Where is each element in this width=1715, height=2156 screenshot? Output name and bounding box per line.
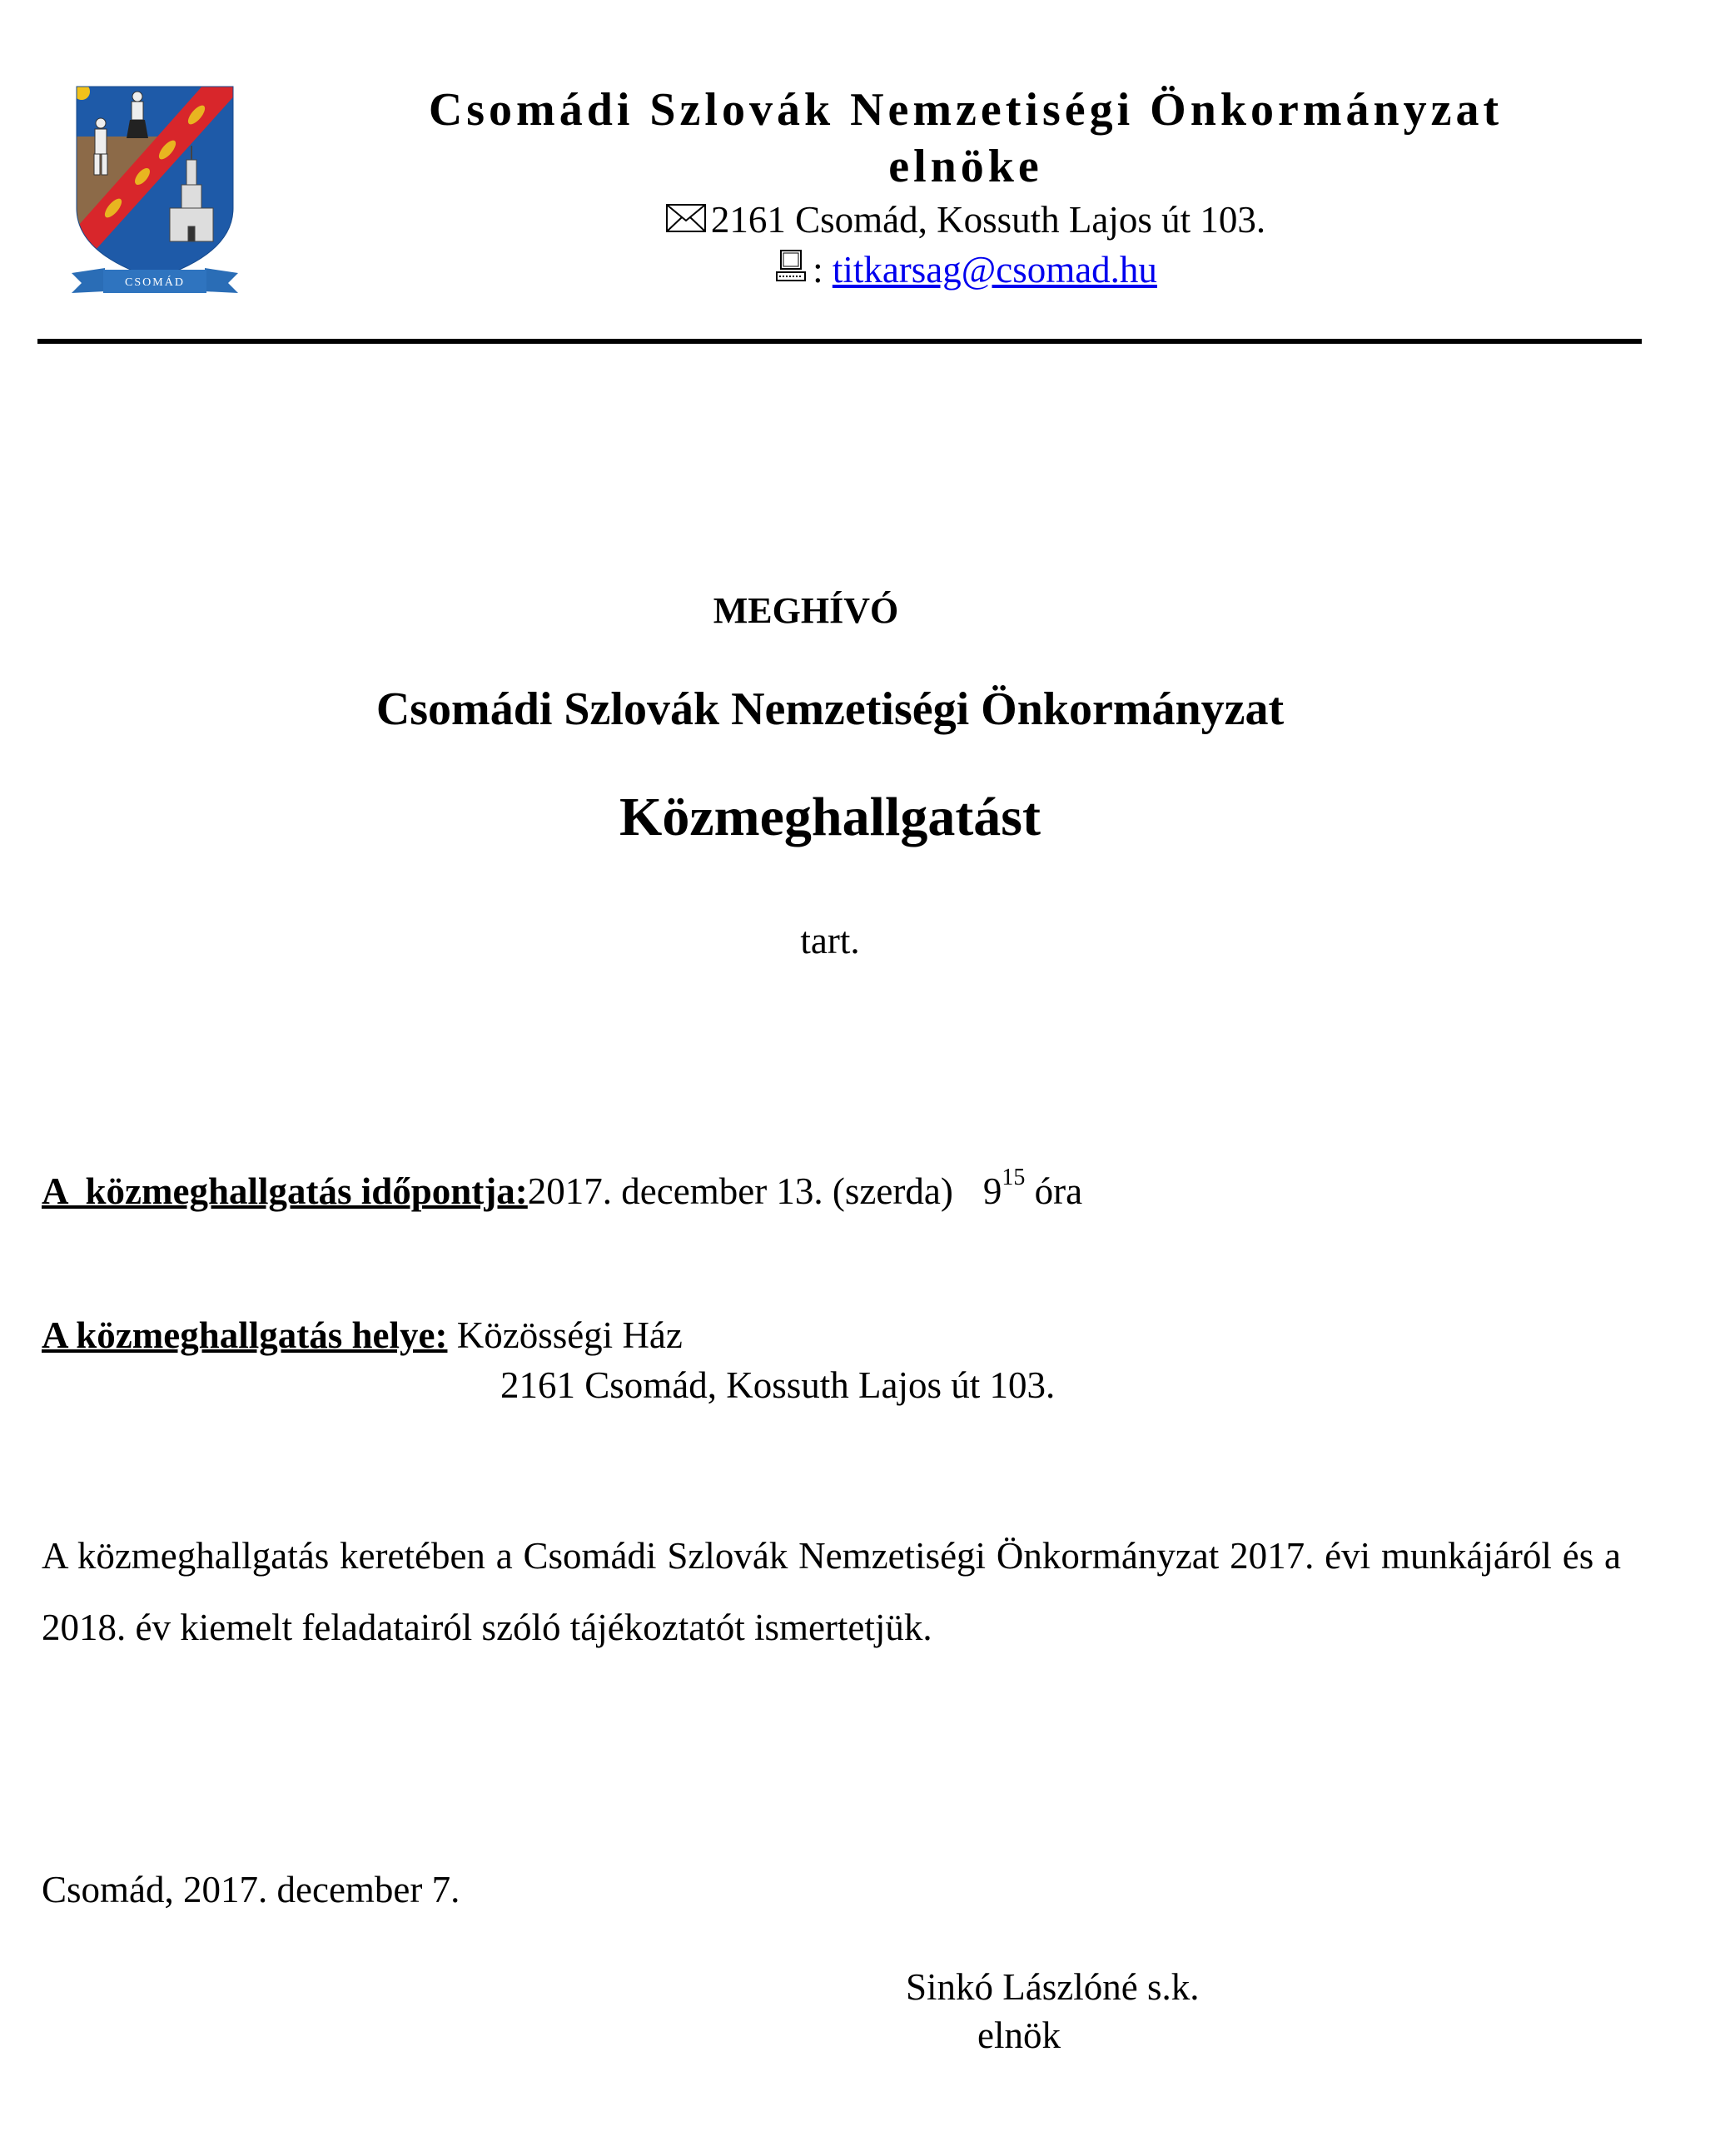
- event-place: [42, 1314, 683, 1357]
- header-subtitle: elnöke: [888, 141, 1043, 192]
- event-time-date: 2017. december 13. (szerda): [527, 1170, 953, 1212]
- event-time-minutes: 15: [1002, 1165, 1026, 1190]
- logo-text: CSOMÁD: [125, 276, 185, 289]
- event-time-unit: óra: [1034, 1170, 1083, 1212]
- event-place-name: Közösségi Ház: [456, 1314, 683, 1356]
- event-place-address: 2161 Csomád, Kossuth Lajos út 103.: [500, 1364, 1056, 1406]
- invitation-organization: Csomádi Szlovák Nemzetiségi Önkormányzat: [375, 683, 1285, 735]
- computer-icon: [774, 249, 808, 282]
- invitation-label: MEGHÍVÓ: [713, 590, 899, 631]
- event-time-label: A közmeghallgatás időpontja:: [42, 1170, 528, 1212]
- signer-name: Sinkó Lászlóné s.k.: [906, 1966, 1200, 2008]
- email-link[interactable]: titkarsag@csomad.hu: [832, 249, 1157, 291]
- header-divider: [37, 339, 1642, 344]
- signer-role: elnök: [977, 2014, 1061, 2056]
- invitation-verb: tart.: [800, 920, 860, 961]
- email-separator: :: [813, 249, 823, 291]
- header-address: [0, 198, 1715, 241]
- header-title: Csomádi Szlovák Nemzetiségi Önkormányzat: [428, 84, 1504, 136]
- header-email: [0, 248, 1715, 291]
- event-time-hour: 9: [982, 1170, 1002, 1212]
- header-address-text: 2161 Csomád, Kossuth Lajos út 103.: [710, 199, 1266, 241]
- document-date: Csomád, 2017. december 7.: [42, 1869, 460, 1910]
- envelope-icon: [666, 204, 706, 232]
- event-place-label: A közmeghallgatás helye:: [42, 1314, 448, 1356]
- event-time: [42, 1165, 1083, 1213]
- description-paragraph: A közmeghallgatás keretében a Csomádi Szlovák Nemzetiségi Önkormányzat 2017. évi munkájáról és a 2018. év kiemelt feladatairól szóló tájékoztatót ismertetjük.: [42, 1535, 1621, 1648]
- invitation-title: Közmeghallgatást: [619, 787, 1041, 847]
